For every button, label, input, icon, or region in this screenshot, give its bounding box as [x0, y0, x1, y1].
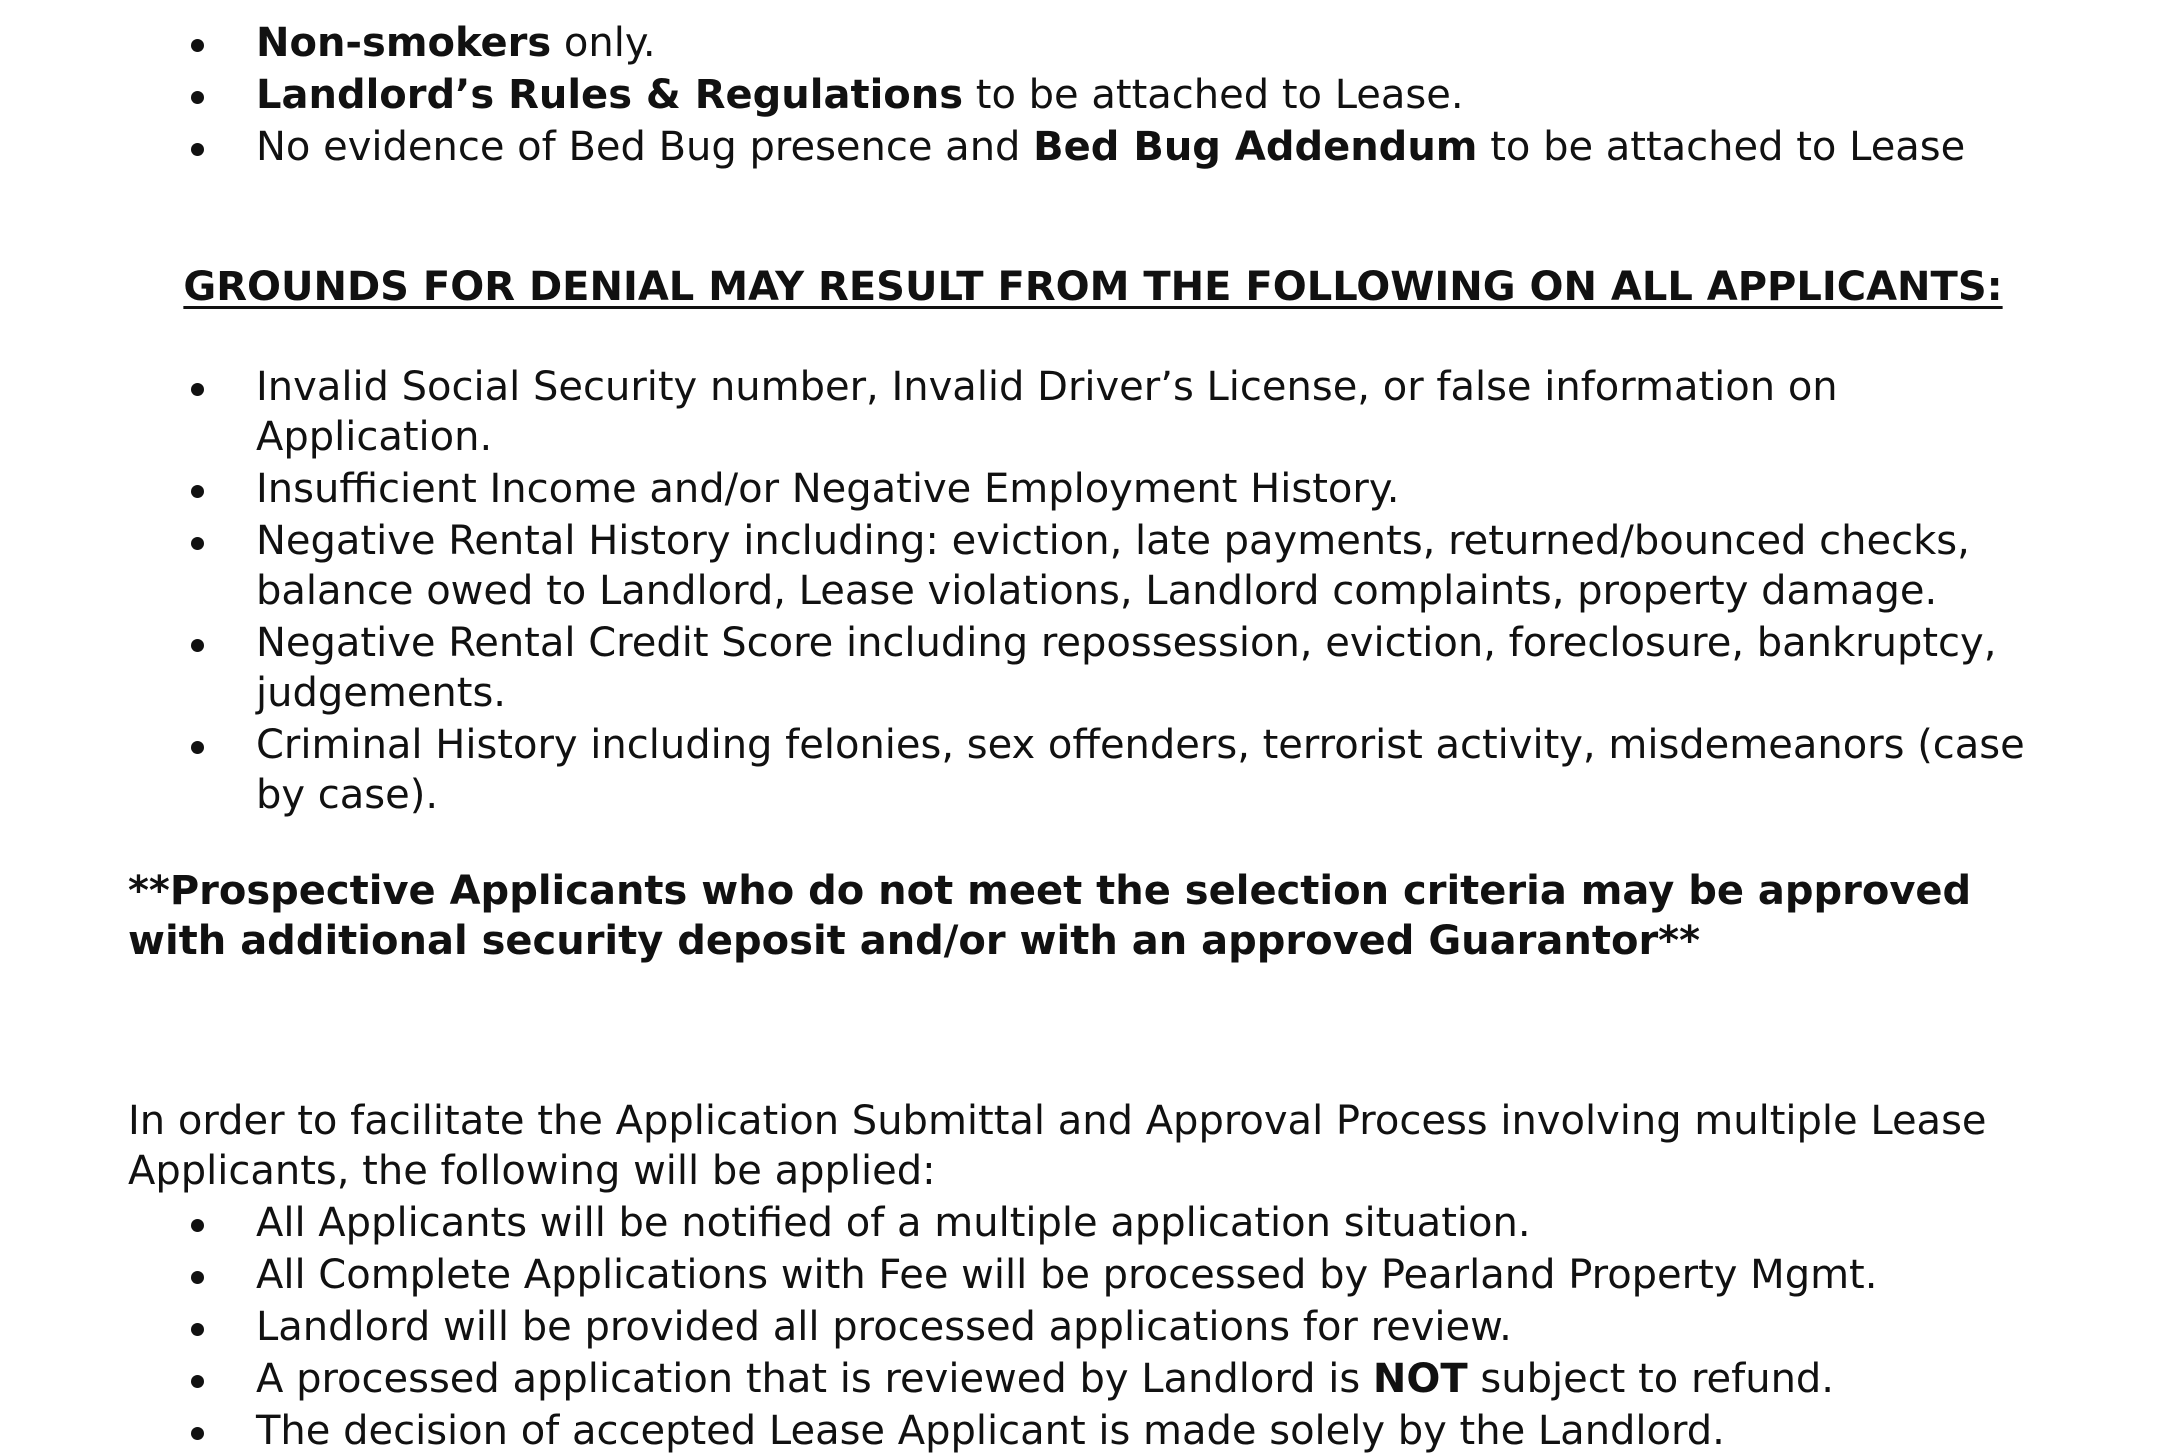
bullet-icon — [191, 91, 204, 104]
list-item — [256, 516, 2028, 616]
bullet-icon — [191, 537, 204, 550]
list-item — [256, 18, 2028, 68]
bullet-icon — [191, 1323, 204, 1336]
item-text: Invalid Social Security number, Invalid Driver’s License, or false information on Application. — [256, 364, 1838, 460]
item-text: All Applicants will be notified of a multiple application situation. — [256, 1200, 1531, 1246]
item-text: Landlord will be provided all processed applications for review. — [256, 1304, 1512, 1350]
bullet-icon — [191, 639, 204, 652]
item-text: All Complete Applications with Fee will be processed by Pearland Property Mgmt. — [256, 1252, 1878, 1298]
guarantor-note: **Prospective Applicants who do not meet the selection criteria may be approved with additional security deposit and/or with an approved Guarantor** — [128, 868, 1972, 964]
process-intro: In order to facilitate the Application Submittal and Approval Process involving multiple Lease Applicants, the following will be applied: — [128, 1098, 1987, 1194]
bullet-icon — [191, 143, 204, 156]
bold-text: NOT — [1372, 1356, 1468, 1402]
process-list — [128, 1198, 2028, 1456]
denial-list — [128, 362, 2028, 820]
list-item — [256, 1354, 2028, 1404]
bold-text: Bed Bug Addendum — [1033, 124, 1478, 170]
document-body — [128, 18, 2028, 1456]
bullet-icon — [191, 1271, 204, 1284]
list-item — [256, 464, 2028, 514]
bullet-icon — [191, 1375, 204, 1388]
item-text: to be attached to Lease — [1477, 124, 1966, 170]
requirements-list — [128, 18, 2028, 172]
item-text: The decision of accepted Lease Applicant is made solely by the Landlord. — [256, 1408, 1725, 1454]
item-text: Insufficient Income and/or Negative Employment History. — [256, 466, 1400, 512]
bullet-icon — [191, 383, 204, 396]
list-item — [256, 362, 2028, 462]
bullet-icon — [191, 39, 204, 52]
item-text: Negative Rental History including: eviction, late payments, returned/bounced checks, balance owed to Landlord, Lease violations, Landlord complaints, property damage. — [256, 518, 1970, 614]
item-text: only. — [551, 20, 656, 66]
list-item — [256, 720, 2028, 820]
list-item — [256, 122, 2028, 172]
list-item — [256, 1198, 2028, 1248]
item-text: No evidence of Bed Bug presence and — [256, 124, 1034, 170]
bold-text: Landlord’s Rules & Regulations — [256, 72, 964, 118]
item-text: A processed application that is reviewed by Landlord is — [256, 1356, 1373, 1402]
list-item — [256, 1250, 2028, 1300]
item-text: Negative Rental Credit Score including repossession, eviction, foreclosure, bankruptcy, judgements. — [256, 620, 1997, 716]
list-item — [256, 70, 2028, 120]
item-text: Criminal History including felonies, sex offenders, terrorist activity, misdemeanors (case by case). — [256, 722, 2025, 818]
list-item — [256, 1406, 2028, 1456]
bullet-icon — [191, 485, 204, 498]
bullet-icon — [191, 1219, 204, 1232]
bullet-icon — [191, 1427, 204, 1440]
list-item — [256, 618, 2028, 718]
bold-text: Non-smokers — [256, 20, 552, 66]
list-item — [256, 1302, 2028, 1352]
item-text: to be attached to Lease. — [963, 72, 1464, 118]
item-text: subject to refund. — [1467, 1356, 1835, 1402]
bullet-icon — [191, 741, 204, 754]
denial-heading: GROUNDS FOR DENIAL MAY RESULT FROM THE FOLLOWING ON ALL APPLICANTS: — [183, 264, 2003, 310]
